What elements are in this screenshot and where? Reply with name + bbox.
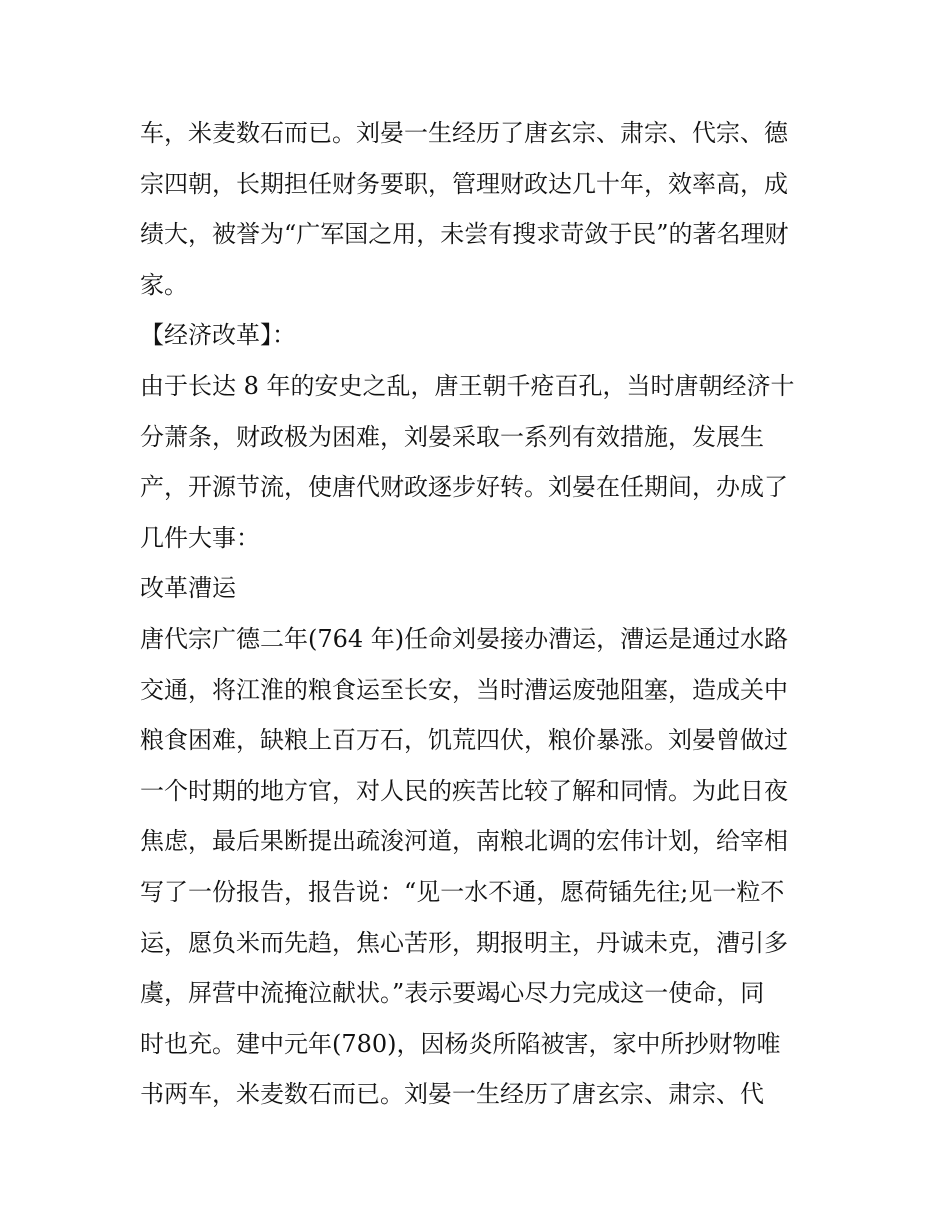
text-line: 虞，屏营中流掩泣献状。”表示要竭心尽力完成这一使命，同: [140, 979, 765, 1008]
subsection-heading: 改革漕运: [140, 574, 236, 603]
text-line: 时也充。建中元年(780)，因杨炎所陷被害，家中所抄财物唯: [140, 1029, 781, 1058]
text-line: 绩大，被誉为“广军国之用，未尝有搜求苛敛于民”的著名理财: [140, 220, 789, 249]
text-line: 写了一份报告，报告说：“见一水不通，愿荷锸先往;见一粒不: [140, 877, 785, 906]
text-line: 书两车，米麦数石而已。刘晏一生经历了唐玄宗、肃宗、代: [140, 1080, 764, 1109]
text-line: 由于长达 8 年的安史之乱，唐王朝千疮百孔，当时唐朝经济十: [140, 371, 795, 400]
text-line: 粮食困难，缺粮上百万石，饥荒四伏，粮价暴涨。刘晏曾做过: [140, 726, 788, 755]
text-line: 一个时期的地方官，对人民的疾苦比较了解和同情。为此日夜: [140, 776, 788, 805]
body-text: [140, 108, 820, 1120]
text-line: 车，米麦数石而已。刘晏一生经历了唐玄宗、肃宗、代宗、德: [140, 119, 788, 147]
section-heading: 【经济改革】：: [140, 321, 296, 350]
text-line: 产，开源节流，使唐代财政逐步好转。刘晏在任期间，办成了: [140, 473, 788, 502]
text-line: 唐代宗广德二年(764 年)任命刘晏接办漕运，漕运是通过水路: [140, 624, 789, 653]
text-line: 运，愿负米而先趋，焦心苦形，期报明主，丹诚未克，漕引多: [140, 928, 788, 957]
text-line: 几件大事：: [140, 523, 260, 552]
text-line: 分萧条，财政极为困难，刘晏采取一系列有效措施，发展生: [140, 422, 764, 451]
text-line: 交通，将江淮的粮食运至长安，当时漕运废弛阻塞，造成关中: [140, 675, 788, 704]
text-line: 家。: [140, 270, 188, 299]
text-line: 宗四朝，长期担任财务要职，管理财政达几十年，效率高，成: [140, 169, 788, 198]
text-line: 焦虑，最后果断提出疏浚河道，南粮北调的宏伟计划，给宰相: [140, 827, 788, 856]
